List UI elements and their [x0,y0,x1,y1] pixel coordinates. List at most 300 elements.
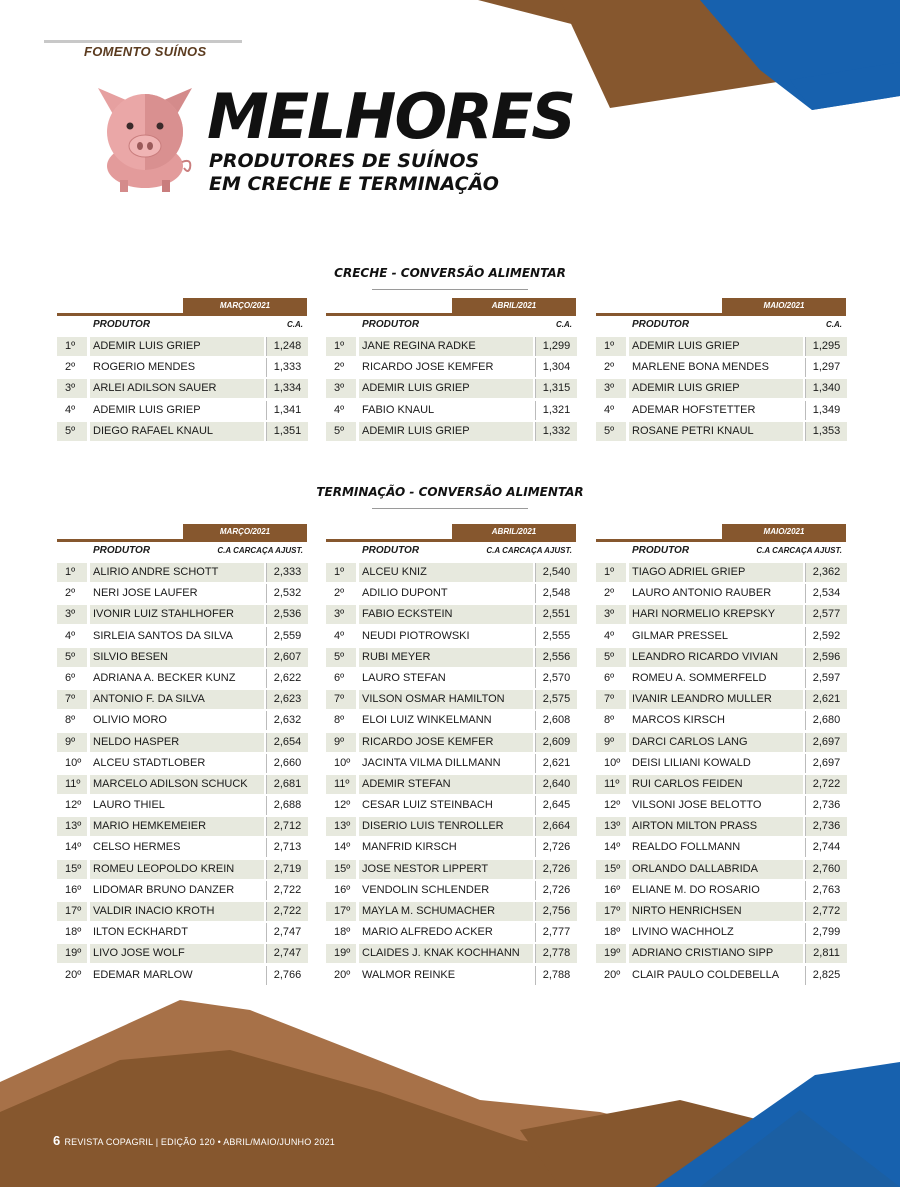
value-cell: 2,688 [266,796,308,815]
table-rows [57,336,307,442]
value-cell: 1,334 [266,379,308,398]
producer-cell: ADEMIR LUIS GRIEP [629,337,803,356]
rank-cell: 14º [604,841,621,854]
table-row [596,562,846,583]
rank-cell: 9º [326,733,356,752]
producer-cell: LAURO THIEL [93,799,165,812]
col-value: C.A. [556,320,572,329]
value-cell: 2,726 [535,881,577,900]
producer-cell: RUI CARLOS FEIDEN [629,775,803,794]
producer-cell: LAURO ANTONIO RAUBER [632,587,772,600]
producer-cell: NERI JOSE LAUFER [93,587,198,600]
value-cell: 2,570 [535,669,577,688]
table-row [326,421,576,442]
table-row [596,774,846,795]
value-cell: 2,608 [535,711,577,730]
table-row [57,378,307,399]
rank-cell: 2º [65,587,76,600]
value-cell: 2,632 [266,711,308,730]
table-header [596,317,846,333]
value-cell: 2,559 [266,627,308,646]
value-cell: 2,645 [535,796,577,815]
rank-cell: 9º [596,733,626,752]
month-label: MARÇO/2021 [183,298,307,313]
producer-cell: LIDOMAR BRUNO DANZER [93,883,235,896]
subtitle-line-1: PRODUTORES DE SUÍNOS [209,150,480,172]
rank-cell: 7º [57,690,87,709]
table-row [596,901,846,922]
value-cell: 2,621 [535,754,577,773]
table-row [57,400,307,421]
producer-cell: ADRIANO CRISTIANO SIPP [629,944,803,963]
month-label: MAIO/2021 [722,524,846,539]
producer-cell: MARCELO ADILSON SCHUCK [90,775,264,794]
value-cell: 1,321 [535,401,577,420]
month-label: ABRIL/2021 [452,298,576,313]
value-cell: 1,297 [805,358,847,377]
footer-text: REVISTA COPAGRIL | EDIÇÃO 120 • ABRIL/MAIO/JUNHO 2021 [64,1137,335,1147]
rank-cell: 4º [604,403,615,416]
value-cell: 1,248 [266,337,308,356]
rank-cell: 3º [326,605,356,624]
table-row [57,753,307,774]
table-row [57,732,307,753]
producer-cell: CESAR LUIZ STEINBACH [362,799,493,812]
table-row [596,965,846,986]
rank-cell: 11º [596,775,626,794]
value-cell: 2,719 [266,860,308,879]
rank-cell: 2º [604,587,615,600]
col-value: C.A CARCAÇA AJUST. [217,546,303,555]
table-row [57,583,307,604]
producer-cell: ELOI LUIZ WINKELMANN [362,714,492,727]
rank-cell: 17º [596,902,626,921]
table-row [57,562,307,583]
value-cell: 2,532 [266,584,308,603]
producer-cell: ADILIO DUPONT [362,587,448,600]
rank-cell: 5º [596,422,626,441]
table-rows [326,562,576,986]
table-row [57,880,307,901]
col-value: C.A. [826,320,842,329]
table-rule [326,539,576,542]
value-cell: 2,664 [535,817,577,836]
table-row [596,668,846,689]
value-cell: 2,799 [805,923,847,942]
section-tag: FOMENTO SUÍNOS [84,44,207,59]
table-row [326,626,576,647]
table-row [596,922,846,943]
rank-cell: 13º [596,817,626,836]
value-cell: 2,697 [805,754,847,773]
rank-cell: 11º [57,775,87,794]
table-rule [596,313,846,316]
rank-cell: 12º [65,799,82,812]
value-cell: 2,766 [266,966,308,985]
producer-cell: ROMEU A. SOMMERFELD [632,671,767,684]
table-row [596,710,846,731]
table-row [326,689,576,710]
producer-cell: ADEMIR LUIS GRIEP [90,337,264,356]
rank-cell: 1º [596,563,626,582]
rank-cell: 5º [57,422,87,441]
value-cell: 2,777 [535,923,577,942]
rank-cell: 15º [326,860,356,879]
value-cell: 2,722 [805,775,847,794]
table-row [596,753,846,774]
value-cell: 2,622 [266,669,308,688]
table-rule [326,313,576,316]
table-row [57,922,307,943]
producer-cell: GILMAR PRESSEL [632,629,728,642]
page-number: 6 [53,1133,61,1148]
value-cell: 2,640 [535,775,577,794]
table-rule [57,539,307,542]
producer-cell: LIVINO WACHHOLZ [632,926,734,939]
col-produtor: PRODUTOR [632,545,690,556]
value-cell: 2,726 [535,860,577,879]
col-produtor: PRODUTOR [362,545,420,556]
table-row [596,859,846,880]
rank-cell: 14º [65,841,82,854]
rank-cell: 4º [604,629,615,642]
producer-cell: ADRIANA A. BECKER KUNZ [93,671,236,684]
value-cell: 2,713 [266,838,308,857]
rank-cell: 1º [57,337,87,356]
value-cell: 2,697 [805,733,847,752]
month-label: MARÇO/2021 [183,524,307,539]
value-cell: 2,778 [535,944,577,963]
producer-cell: MANFRID KIRSCH [362,841,457,854]
producer-cell: CELSO HERMES [93,841,181,854]
rank-cell: 8º [334,714,345,727]
rank-cell: 15º [57,860,87,879]
producer-cell: RICARDO JOSE KEMFER [362,361,494,374]
producer-cell: MARIO HEMKEMEIER [90,817,264,836]
rank-cell: 20º [334,968,351,981]
table-row [596,583,846,604]
table-row [57,421,307,442]
rank-cell: 10º [604,756,621,769]
producer-cell: JACINTA VILMA DILLMANN [362,756,501,769]
value-cell: 2,596 [805,648,847,667]
table-row [326,357,576,378]
table-row [596,880,846,901]
value-cell: 2,680 [805,711,847,730]
producer-cell: ROMEU LEOPOLDO KREIN [90,860,264,879]
table-header [596,543,846,559]
rank-cell: 10º [334,756,351,769]
producer-cell: LEANDRO RICARDO VIVIAN [629,648,803,667]
producer-cell: DISERIO LUIS TENROLLER [359,817,533,836]
value-cell: 2,681 [266,775,308,794]
table-rows [57,562,307,986]
rank-cell: 5º [57,648,87,667]
table-row [57,837,307,858]
producer-cell: MAYLA M. SCHUMACHER [359,902,533,921]
producer-cell: NIRTO HENRICHSEN [629,902,803,921]
producer-cell: ARLEI ADILSON SAUER [90,379,264,398]
table-row [596,647,846,668]
rank-cell: 14º [334,841,351,854]
table-row [326,732,576,753]
month-label: MAIO/2021 [722,298,846,313]
month-label: ABRIL/2021 [452,524,576,539]
table-row [596,816,846,837]
table-row [326,647,576,668]
rank-cell: 20º [65,968,82,981]
pig-illustration [90,84,202,194]
producer-cell: ADEMAR HOFSTETTER [632,403,756,416]
value-cell: 2,747 [266,923,308,942]
producer-cell: VENDOLIN SCHLENDER [362,883,490,896]
value-cell: 2,551 [535,605,577,624]
rank-cell: 19º [326,944,356,963]
table-row [326,901,576,922]
value-cell: 2,607 [266,648,308,667]
value-cell: 2,540 [535,563,577,582]
table-row [596,689,846,710]
producer-cell: VILSON OSMAR HAMILTON [359,690,533,709]
value-cell: 2,712 [266,817,308,836]
col-produtor: PRODUTOR [93,319,151,330]
rank-cell: 5º [326,648,356,667]
producer-cell: ALCEU KNIZ [359,563,533,582]
value-cell: 2,756 [535,902,577,921]
table-row [57,668,307,689]
producer-cell: REALDO FOLLMANN [632,841,741,854]
rank-cell: 3º [57,379,87,398]
value-cell: 2,577 [805,605,847,624]
col-produtor: PRODUTOR [93,545,151,556]
creche-title-rule [372,289,528,290]
table-row [326,668,576,689]
rank-cell: 18º [334,926,351,939]
col-produtor: PRODUTOR [632,319,690,330]
table-row [57,816,307,837]
producer-cell: MARCOS KIRSCH [632,714,725,727]
rank-cell: 15º [596,860,626,879]
table-row [326,583,576,604]
page-footer [53,1133,335,1148]
table-row [596,795,846,816]
producer-cell: AIRTON MILTON PRASS [629,817,803,836]
value-cell: 2,722 [266,881,308,900]
value-cell: 2,654 [266,733,308,752]
value-cell: 2,548 [535,584,577,603]
table-row [326,837,576,858]
table-row [596,604,846,625]
rank-cell: 10º [65,756,82,769]
value-cell: 2,534 [805,584,847,603]
rank-cell: 5º [326,422,356,441]
table-header [57,543,307,559]
producer-cell: ADEMIR STEFAN [359,775,533,794]
rank-cell: 20º [604,968,621,981]
value-cell: 2,744 [805,838,847,857]
producer-cell: ADEMIR LUIS GRIEP [359,422,533,441]
value-cell: 1,332 [535,422,577,441]
producer-cell: LAURO STEFAN [362,671,446,684]
rank-cell: 6º [65,671,76,684]
rank-cell: 16º [604,883,621,896]
producer-cell: FABIO KNAUL [362,403,435,416]
producer-cell: IVANIR LEANDRO MULLER [629,690,803,709]
producer-cell: HARI NORMELIO KREPSKY [629,605,803,624]
rank-cell: 12º [334,799,351,812]
col-produtor: PRODUTOR [362,319,420,330]
value-cell: 1,315 [535,379,577,398]
value-cell: 2,609 [535,733,577,752]
rank-cell: 17º [57,902,87,921]
producer-cell: MARLENE BONA MENDES [632,361,769,374]
value-cell: 2,333 [266,563,308,582]
value-cell: 2,747 [266,944,308,963]
table-row [326,880,576,901]
value-cell: 2,556 [535,648,577,667]
value-cell: 2,592 [805,627,847,646]
table-row [326,336,576,357]
producer-cell: ELIANE M. DO ROSARIO [632,883,760,896]
table-row [326,795,576,816]
col-value: C.A CARCAÇA AJUST. [756,546,842,555]
rank-cell: 13º [57,817,87,836]
producer-cell: ILTON ECKHARDT [93,926,188,939]
rank-cell: 18º [604,926,621,939]
table-row [596,837,846,858]
value-cell: 2,736 [805,817,847,836]
table-rows [596,336,846,442]
rank-cell: 3º [596,379,626,398]
value-cell: 2,811 [805,944,847,963]
producer-cell: SILVIO BESEN [90,648,264,667]
rank-cell: 6º [334,671,345,684]
rank-cell: 12º [604,799,621,812]
producer-cell: JANE REGINA RADKE [359,337,533,356]
table-row [596,378,846,399]
rank-cell: 5º [596,648,626,667]
section-tag-rule [44,40,242,43]
terminacao-section-title: TERMINAÇÃO - CONVERSÃO ALIMENTAR [316,485,584,499]
rank-cell: 19º [57,944,87,963]
value-cell: 2,722 [266,902,308,921]
table-row [326,965,576,986]
terminacao-title-rule [372,508,528,509]
rank-cell: 7º [326,690,356,709]
value-cell: 2,760 [805,860,847,879]
table-row [326,816,576,837]
table-header [326,543,576,559]
producer-cell: LIVO JOSE WOLF [90,944,264,963]
rank-cell: 4º [334,403,345,416]
table-row [326,943,576,964]
value-cell: 2,825 [805,966,847,985]
value-cell: 2,763 [805,881,847,900]
table-row [596,336,846,357]
rank-cell: 16º [65,883,82,896]
rank-cell: 4º [334,629,345,642]
table-row [57,965,307,986]
table-row [596,357,846,378]
rank-cell: 1º [57,563,87,582]
table-rows [596,562,846,986]
producer-cell: ANTONIO F. DA SILVA [90,690,264,709]
rank-cell: 13º [326,817,356,836]
value-cell: 2,788 [535,966,577,985]
table-row [596,626,846,647]
table-row [326,400,576,421]
table-row [57,357,307,378]
table-row [57,647,307,668]
rank-cell: 3º [326,379,356,398]
rank-cell: 6º [604,671,615,684]
producer-cell: ADEMIR LUIS GRIEP [629,379,803,398]
table-row [326,922,576,943]
table-row [326,859,576,880]
value-cell: 2,536 [266,605,308,624]
producer-cell: VILSONI JOSE BELOTTO [632,799,762,812]
page-title: MELHORES [207,80,574,153]
rank-cell: 4º [65,403,76,416]
rank-cell: 9º [57,733,87,752]
table-row [326,562,576,583]
producer-cell: NELDO HASPER [90,733,264,752]
producer-cell: ROSANE PETRI KNAUL [629,422,803,441]
value-cell: 1,353 [805,422,847,441]
producer-cell: FABIO ECKSTEIN [359,605,533,624]
value-cell: 2,575 [535,690,577,709]
rank-cell: 2º [65,361,76,374]
table-row [596,421,846,442]
table-row [326,378,576,399]
table-row [57,943,307,964]
producer-cell: DIEGO RAFAEL KNAUL [90,422,264,441]
producer-cell: CLAIDES J. KNAK KOCHHANN [359,944,533,963]
table-rule [57,313,307,316]
table-row [326,710,576,731]
producer-cell: RICARDO JOSE KEMFER [359,733,533,752]
page-subtitle [209,150,499,196]
producer-cell: TIAGO ADRIEL GRIEP [629,563,803,582]
table-row [57,710,307,731]
rank-cell: 17º [326,902,356,921]
rank-cell: 11º [326,775,356,794]
table-header [57,317,307,333]
table-row [57,901,307,922]
table-row [596,943,846,964]
producer-cell: OLIVIO MORO [93,714,167,727]
value-cell: 2,772 [805,902,847,921]
producer-cell: MARIO ALFREDO ACKER [362,926,493,939]
table-rule [596,539,846,542]
producer-cell: ORLANDO DALLABRIDA [629,860,803,879]
value-cell: 2,726 [535,838,577,857]
value-cell: 2,623 [266,690,308,709]
producer-cell: IVONIR LUIZ STAHLHOFER [90,605,264,624]
table-row [326,753,576,774]
producer-cell: ADEMIR LUIS GRIEP [359,379,533,398]
table-row [326,774,576,795]
value-cell: 1,349 [805,401,847,420]
rank-cell: 2º [334,587,345,600]
value-cell: 1,351 [266,422,308,441]
table-row [57,604,307,625]
producer-cell: VALDIR INACIO KROTH [90,902,264,921]
producer-cell: DARCI CARLOS LANG [629,733,803,752]
subtitle-line-2: EM CRECHE E TERMINAÇÃO [209,173,499,195]
rank-cell: 1º [596,337,626,356]
rank-cell: 8º [65,714,76,727]
